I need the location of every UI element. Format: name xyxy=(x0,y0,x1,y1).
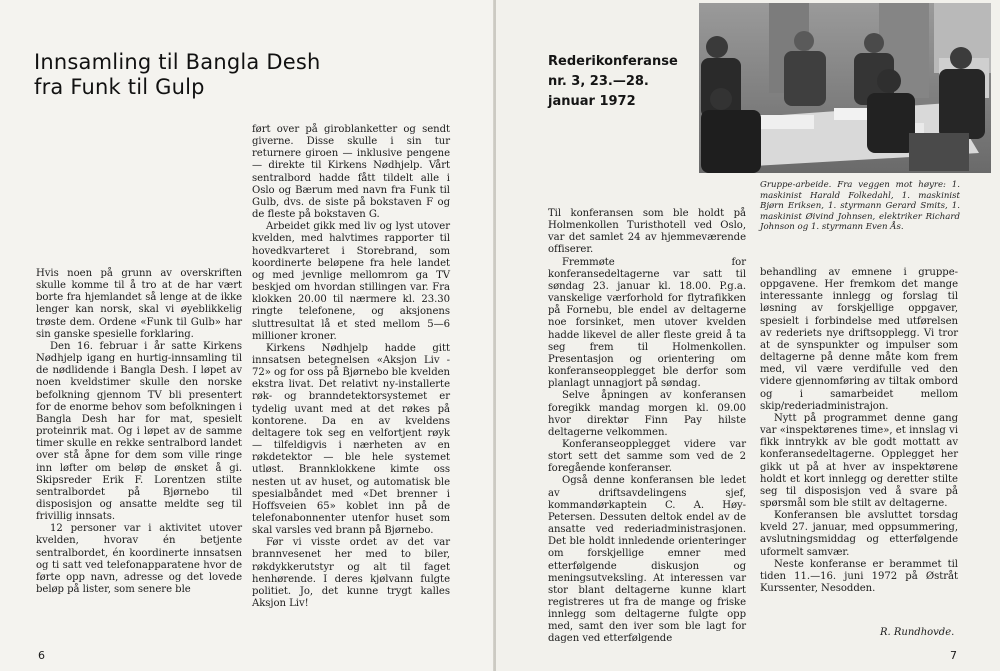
paragraph: Konferansen ble avsluttet torsdag kveld 27. januar, med oppsummering, avslutningsmiddag og etterfølgende uformelt samvær. xyxy=(760,510,958,558)
title-line: januar 1972 xyxy=(548,94,636,109)
group-meeting-photo xyxy=(699,3,991,173)
page-number-left: 6 xyxy=(38,649,45,662)
paragraph: Selve åpningen av konferansen foregikk mandag morgen kl. 09.00 hvor direktør Finn Pay hilste deltagerne velkommen. xyxy=(548,390,746,438)
paragraph: Konferanseopplegget videre var stort sett det samme som ved de 2 foregående konferanser. xyxy=(548,438,746,475)
paragraph: Kirkens Nødhjelp hadde gitt innsatsen betegnelsen «Aksjon Liv - 72» og for oss på Bjørnebo ble kvelden ekstra livat. Det relativt ny-installerte røk- og branndetektorsystemet er tydelig uvant med at det røkes på kontorene. Da en av kveldens deltagere tok seg en velfortjent røyk — tilfeldigvis i nærheten av en røkdetektor — ble hele systemet utløst. Brannklokkene kimte oss nesten ut av huset, og automatisk ble spesialbåndet med «Det brenner i Hoffsveien 65» koblet inn på de telefonabonnenter utenfor huset som skal varsles ved brann på Bjørnebo. xyxy=(252,342,450,537)
paragraph: Til konferansen som ble holdt på Holmenkollen Turisthotell ved Oslo, var det samlet 24 av hjemmeværende offiserer. xyxy=(548,208,746,256)
paragraph: behandling av emnene i gruppe-oppgavene. Her fremkom det mange interessante innlegg og forslag til løsning av forskjellige oppgaver, spesielt i forbindelse med utførelsen av rederiets nye driftsopplegg. Vi tror at de synspunkter og impulser som deltagerne på denne måte kom frem med, vil være verdifulle ved den videre gjennomføring av tiltak ombord og i samarbeidet mellom skip/rederiadministrajon. xyxy=(760,267,958,412)
title-line: Rederikonferanse xyxy=(548,54,678,69)
paragraph: Også denne konferansen ble ledet av driftsavdelingens sjef, kommandørkaptein C. A. Høy-Petersen. Dessuten deltok endel av de ansatte ved rederiadministrasjonen. Det ble holdt innledende orienteringer om forskjellige emner med etterfølgende diskusjon og meningsutveksling. At interessen var stor blant deltagerne kunne klart registreres ut fra de mange og friske innlegg som deltagerne fulgte opp med, samt den iver som ble lagt for dagen ved etterfølgende xyxy=(548,475,746,645)
photo-caption: Gruppe-arbeide. Fra veggen mot høyre: 1. maskinist Harald Folkedahl, 1. maskinist Bjørn Eriksen, 1. styrmann Gerard Smits, 1. maskinist Øivind Johnsen, elektriker Richard Johnson og 1. styrmann Even Ås. xyxy=(760,180,960,233)
photo-illustration xyxy=(699,3,991,173)
right-article-column-1 xyxy=(548,208,746,646)
author-signature: R. Rundhovde. xyxy=(880,627,955,638)
left-article-column-1 xyxy=(36,268,242,596)
article-headline xyxy=(34,50,320,100)
paragraph: Fremmøte for konferansedeltagerne var satt til søndag 23. januar kl. 18.00. P.g.a. vanskelige værforhold for flytrafikken på Fornebu, ble endel av deltagerne noe forsinket, men utover kvelden hadde likevel de aller fleste greid å ta seg frem til Holmenkollen. Presentasjon og orientering om konferanseopplegget ble derfor som planlagt unnagjort på søndag. xyxy=(548,256,746,390)
paragraph: Den 16. februar i år satte Kirkens Nødhjelp igang en hurtig-innsamling til de nødlidende i Bangla Desh. I løpet av noen kveldstimer skulle den norske befolkning gjennom TV bli presentert for de enorme behov som befolkningen i Bangla Desh har for mat, spesielt proteinrik mat. Og i løpet av de samme timer skulle en rekke sentralbord landet over stå åpne for dem som ville ringe inn løfter om beløp de ønsket å gi. Skipsreder Erik F. Lorentzen stilte sentralbordet på Bjørnebo til disposisjon og ansatte meldte seg til frivillig innsats. xyxy=(36,340,242,523)
paragraph: ført over på giroblanketter og sendt giverne. Disse skulle i sin tur returnere giroen — inklusive pengene — direkte til Kirkens Nødhjelp. Vårt sentralbord hadde fått tildelt alle i Oslo og Bærum med navn fra Funk til Gulb, dvs. de siste på bokstaven F og de fleste på bokstaven G. xyxy=(252,124,450,221)
headline-line: fra Funk til Gulp xyxy=(34,75,205,99)
paragraph: Hvis noen på grunn av overskriften skulle komme til å tro at de har vært borte fra hjemlandet så lenge at de ikke lenger kan norsk, skal vi øyeblikkelig trøste dem. Ordene «Funk til Gulb» har sin ganske spesielle forklaring. xyxy=(36,268,242,340)
paragraph: Før vi visste ordet av det var brannvesenet her med to biler, røkdykkerutstyr og alt til faget henhørende. I deres kjølvann fulgte politiet. Jo, det kunne trygt kalles Aksjon Liv! xyxy=(252,537,450,610)
left-page xyxy=(0,0,494,671)
page-number-right: 7 xyxy=(950,649,957,662)
paragraph: 12 personer var i aktivitet utover kvelden, hvorav én betjente sentralbordet, én koordinerte innsatsen og ti satt ved telefonapparatene hvor de førte opp navn, adresse og det lovede beløp på lister, som senere ble xyxy=(36,523,242,596)
paragraph: Neste konferanse er berammet til tiden 11.—16. juni 1972 på Østråt Kurssenter, Nesodden. xyxy=(760,558,958,595)
right-article-column-2 xyxy=(760,267,958,595)
conference-title xyxy=(548,52,678,112)
left-article-column-2 xyxy=(252,124,450,610)
headline-line: Innsamling til Bangla Desh xyxy=(34,50,321,74)
paragraph: Nytt på programmet denne gang var «inspektørenes time», et innslag vi fikk inntrykk av ble godt mottatt av konferansedeltagerne. Opplegget her gikk ut på at hver av inspektørene holdt et kort innlegg og deretter stilte seg til disposisjon ved å svare på spørsmål som ble stilt av deltagerne. xyxy=(760,412,958,509)
title-line: nr. 3, 23.—28. xyxy=(548,74,649,89)
paragraph: Arbeidet gikk med liv og lyst utover kvelden, med halvtimes rapporter til hovedkvarteret i Storebrand, som koordinerte beløpene fra hele landet og med jevnlige mellomrom ga TV beskjed om hvordan stillingen var. Fra klokken 20.00 til nærmere kl. 23.30 ringte telefonene, og aksjonens sluttresultat lå et sted mellom 5—6 millioner kroner. xyxy=(252,221,450,342)
